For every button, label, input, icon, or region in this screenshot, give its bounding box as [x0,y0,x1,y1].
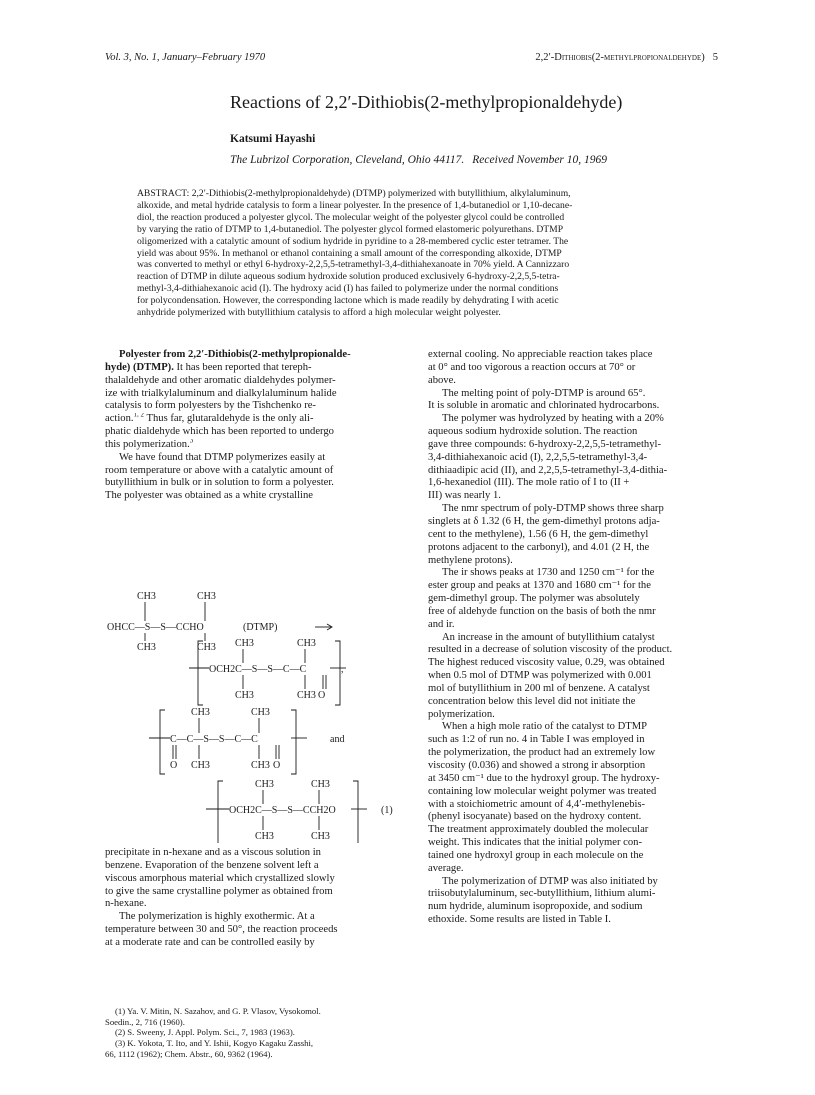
methyl-label: CH3 [197,591,216,602]
text-line: An increase in the amount of butyllithium catalyst [442,631,655,643]
carbonyl-oxygen: O [273,760,281,771]
methyl-label: CH3 [251,760,270,771]
dtmp-label: (DTMP) [243,622,278,633]
methyl-label: CH3 [235,690,254,701]
text-line: ester group and peaks at 1370 and 1680 cm⁻¹ for the [428,580,651,592]
text-line: gem-dimethyl group. The polymer was absolutely [428,593,640,605]
text-line: The highest reduced viscosity value, 0.29, was obtained [428,657,665,669]
right-column [428,349,719,927]
separator-comma: , [341,664,344,675]
article-title: Reactions of 2,2′-Dithiobis(2-methylpropionaldehyde) [230,92,623,112]
paragraph [428,349,719,388]
footnote: (1) Ya. V. Mitin, N. Sazahov, and G. P. Vlasov, Vysokomol. [115,1006,321,1016]
abstract-line: yield was about 95%. In methanol or ethanol containing a small amount of the corresponding alkoxide, DTMP [137,247,562,259]
polymer-formula: OCH2C—S—S—C—C [209,664,307,675]
text-line: viscosity (0.036) and showed a strong ir absorption [428,760,646,771]
abstract-line: for polycondensation. However, the corresponding lactone which is made readily by dehydrating I with acetic [137,295,559,307]
footnote: (2) S. Sweeny, J. Appl. Polym. Sci., 7, 1983 (1963). [115,1027,295,1038]
text-line: triisobutylaluminum, sec-butyllithium, lithium alumi- [428,888,656,900]
equation-number: (1) [381,805,393,816]
text-line: concentration below this level did not initiate the [428,695,636,707]
abstract-line: diol, the reaction produced a polyester glycol. The molecular weight of the polyester glycol could be controlled [137,211,565,223]
methyl-label: CH3 [311,779,330,790]
text-line: III) was nearly 1. [428,490,501,502]
text-line: resulted in a decrease of solution viscosity of the product. [428,644,673,656]
text-line: and ir. [428,618,455,630]
abstract-line: anhydride polymerized with butyllithium catalysis to afford a high molecular weight polyester. [137,307,501,319]
paragraph [428,503,719,567]
dtmp-formula: OHCC—S—S—CCHO [107,622,204,633]
author-affiliation: The Lubrizol Corporation, Cleveland, Ohio 44117. Received November 10, 1969 [230,154,608,166]
text-line: It is soluble in aromatic and chlorinated hydrocarbons. [428,400,660,412]
text-line: at 3450 cm⁻¹ due to the hydroxyl group. The hydroxy- [428,772,660,784]
text-line: The polymer was hydrolyzed by heating with a 20% [442,413,664,425]
text-line: (phenyl isocyanate) based on the hydroxy content. [428,811,642,823]
methyl-label: CH3 [191,760,210,771]
text-line: the polymerization, the product had an extremely low [428,747,656,759]
paragraph [428,721,719,875]
citation-ref: 3 [189,438,194,445]
journal-volume-info: Vol. 3, No. 1, January–February 1970 [105,52,266,63]
text-line: protons adjacent to the carbonyl), and 4.01 (2 H, the [428,541,650,553]
text-line: singlets at δ 1.32 (6 H, the gem-dimethyl protons adja- [428,515,660,527]
carbonyl-oxygen: O [170,760,178,771]
text-line: num hydride, aluminum isopropoxide, and sodium [428,901,643,913]
text-line: above. [428,374,456,386]
methyl-label: CH3 [137,642,156,653]
text-line: such as 1:2 of run no. 4 in Table I was employed in [428,734,645,746]
methyl-label: CH3 [197,642,216,653]
text-line: weight. This indicates that the initial polymer con- [428,837,642,849]
text-line: gave three compounds: 6-hydroxy-2,2,5,5-tetramethyl- [428,438,661,450]
methyl-label: CH3 [297,638,316,649]
paragraph: The polymerization is highly exothermic. At a temperature between 30 and 50°, the reaction proceeds at a moderate rate and can be controlled easily by [105,911,338,948]
text-line: when 0.5 mol of DTMP was polymerized with 0.001 [428,670,652,682]
paragraph: We have found that DTMP polymerizes easily at room temperature or above with a catalytic amount of butyllithium in bulk or in solution to form a polyester. The polyester was obtained as a white crystalline [105,451,334,502]
section-heading: Polyester from 2,2′-Dithiobis(2-methylpropionalde- [119,349,351,360]
left-column-top [105,349,400,503]
citation-ref: 1, 2 [133,413,145,419]
abstract-line: was converted to methyl or ethyl 6-hydroxy-2,2,5,5-tetramethyl-3,4-dithiahexanoate in 70% yield. A Cannizzaro [137,259,570,271]
text-line: 1,6-hexanediol (III). The mole ratio of I to (II + [428,477,630,489]
paragraph [428,413,719,503]
methyl-label: CH3 [251,707,270,718]
text-line: with a stoichiometric amount of 4,4′-methylenebis- [428,798,646,810]
footnotes [105,1006,400,1060]
methyl-label: CH3 [297,690,316,701]
abstract-line: methyl-3,4-dithiahexanoic acid (I). The hydroxy acid (I) has failed to polymerize under the normal conditions [137,283,559,295]
paragraph [428,567,719,631]
methyl-label: CH3 [255,831,274,842]
section-paragraph: Polyester from 2,2′-Dithiobis(2-methylpropionalde- hyde) (DTMP). It has been reported that tereph- thalaldehyde and other aromatic dialdehydes polymer- ize with trialkylaluminum and dialkylaluminum halide catalysis to form polyesters by the Tishchenko re- action.$^{1, 2}$ Thus far, glutaraldehyde is the only ali- phatic dialdehyde which has been reported to undergo this polymerization.$^3$ [105,349,400,452]
paragraph [428,876,719,927]
text-line: The ir shows peaks at 1730 and 1250 cm⁻¹ for the [442,567,655,579]
text-line: The polymerization of DTMP was also initiated by [442,875,658,887]
polymer-formula: OCH2C—S—S—CCH2O [229,805,336,816]
abstract-line: reaction of DTMP in dilute aqueous sodium hydroxide solution produced exclusively 6-hydroxy-2,2,5,5-tetra- [137,271,560,283]
methyl-label: CH3 [137,591,156,602]
text-line: The nmr spectrum of poly-DTMP shows three sharp [442,503,664,515]
text-line: at 0° and too vigorous a reaction occurs at 70° or [428,361,636,373]
methyl-label: CH3 [255,779,274,790]
abstract [137,188,702,319]
abstract-line: alkoxide, and metal hydride catalysis to form a linear polyester. In the presence of 1,4-butanediol or 1,10-decane- [137,199,573,211]
footnote: 66, 1112 (1962); Chem. Abstr., 60, 9362 (1964). [105,1048,273,1059]
left-column-bottom [105,847,400,950]
running-head [105,52,718,68]
page-number: 5 [712,52,718,63]
methyl-label: CH3 [235,638,254,649]
abstract-line: ABSTRACT: 2,2′-Dithiobis(2-methylpropionaldehyde) (DTMP) polymerized with butyllithium, alkylaluminum, [137,188,571,199]
methyl-label: CH3 [191,707,210,718]
text-line: aqueous sodium hydroxide solution. The reaction [428,426,638,438]
text-line: ethoxide. Some results are listed in Table I. [428,914,611,926]
text-line: cent to the methylene), 1.56 (6 H, the gem-dimethyl [428,528,649,540]
text-line: When a high mole ratio of the catalyst to DTMP [442,721,648,733]
text-line: containing low molecular weight polymer was treated [428,785,657,797]
footnote: (3) K. Yokota, T. Ito, and Y. Ishii, Kogyo Kagaku Zasshi, [115,1038,314,1049]
text-line: dithiaadipic acid (II), and 2,2,5,5-tetramethyl-3,4-dithia- [428,464,668,476]
text-line: polymerization. [428,708,495,720]
text-line: free of aldehyde function on the basis of both the nmr [428,605,656,617]
paragraph [428,388,719,414]
text-line: mol of butyllithium in 200 ml of benzene. A catalyst [428,682,650,694]
text-line: The melting point of poly-DTMP is around 65°. [442,387,646,399]
polymer-formula: C—C—S—S—C—C [170,734,258,745]
methyl-label: CH3 [311,831,330,842]
carbonyl-oxygen: O [318,690,326,701]
and-text: and [330,734,345,745]
text-line: 3,4-dithiahexanoic acid (I), 2,2,5,5-tetramethyl-3,4- [428,451,648,463]
footnote: Soedin., 2, 716 (1960). [105,1016,185,1027]
text-line: external cooling. No appreciable reaction takes place [428,349,653,360]
text-line: methylene protons). [428,554,513,566]
text-line: tained one hydroxyl group in each molecule on the [428,849,644,861]
paragraph: precipitate in n-hexane and as a viscous solution in benzene. Evaporation of the benzene solvent left a viscous amorphous material which crystallized slowly to give the same crystalline polymer as obtained from n-hexane. [105,847,335,910]
reaction-scheme [105,591,405,843]
author-name: Katsumi Hayashi [230,133,316,145]
text-line: average. [428,862,464,874]
received-date: Received November 10, 1969 [472,154,608,166]
paragraph [428,632,719,722]
running-title: 2,2′-Dithiobis(2-methylpropionaldehyde) 5 [535,52,718,63]
abstract-line: by varying the ratio of DTMP to 1,4-butanediol. The polyester glycol formed elastomeric polyurethans. DTMP [137,223,564,235]
text-line: The treatment approximately doubled the molecular [428,824,649,836]
abstract-line: oligomerized with a catalytic amount of sodium hydride in pyridine to a 28-membered cyclic ester tetramer. The [137,235,569,247]
section-heading-end: hyde) (DTMP). [105,361,174,373]
